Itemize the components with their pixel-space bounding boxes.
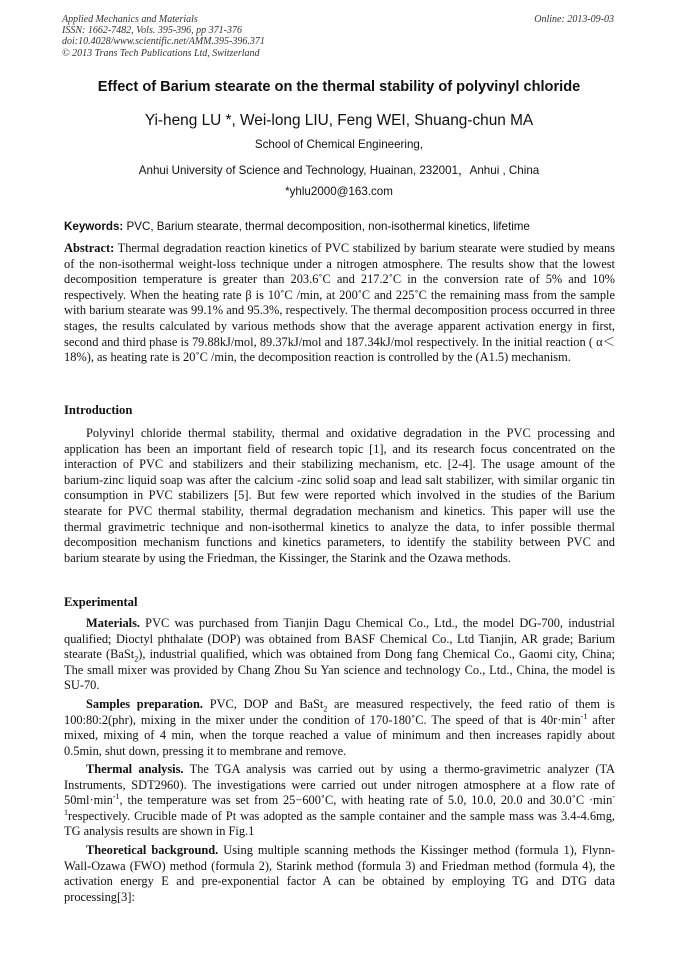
keywords-text: PVC, Barium stearate, thermal decomposition, non-isothermal kinetics, lifetime xyxy=(123,220,530,233)
theoretical-background-label: Theoretical background. xyxy=(86,843,219,857)
author-email: *yhlu2000@163.com xyxy=(285,185,393,198)
journal-header xyxy=(62,14,614,59)
thermal-analysis-text-c: respectively. Crucible made of Pt was adopted as the sample container and the sample mass was 3.4-4.6mg, TG analysis results are shown in Fig.1 xyxy=(64,808,615,839)
keywords-label: Keywords: xyxy=(64,220,124,233)
introduction-heading: Introduction xyxy=(64,403,133,417)
materials-subscript: 2 xyxy=(134,654,139,664)
paper-title: Effect of Barium stearate on the thermal stability of polyvinyl chloride xyxy=(97,79,581,95)
theoretical-background-text: Using multiple scanning methods the Kissinger method (formula 1), Flynn-Wall-Ozawa (FWO) method (formula 2), Starink method (formula 3) and Friedman method (formula 4), the activation energy E and pre-exponential factor A can be obtained by employing TG and DTG data processing[3]: xyxy=(64,843,615,904)
materials-paragraph xyxy=(64,616,615,694)
thermal-analysis-superscript-2: -1 xyxy=(64,792,615,817)
introduction-body xyxy=(64,426,615,566)
materials-text-b: ), industrial qualified, which was obtained from Dong fang Chemical Co., Gaomi city, China; The small mixer was provided by Chang Zhou Su Yan science and technology Co., Ltd., China, the model is SU-70. xyxy=(64,647,616,693)
preparation-paragraph xyxy=(64,697,615,759)
affiliation-university: Anhui University of Science and Technology, Huainan, 232001，Anhui , China xyxy=(138,164,540,177)
preparation-subscript: 2 xyxy=(323,704,328,714)
preparation-label: Samples preparation. xyxy=(86,697,203,711)
journal-copyright: © 2013 Trans Tech Publications Ltd, Switzerland xyxy=(62,47,260,59)
theoretical-background-paragraph xyxy=(64,843,615,905)
abstract-text: Thermal degradation reaction kinetics of PVC stabilized by barium stearate were studied by means of the non-isothermal weight-loss technique under a nitrogen atmosphere. The results show that the lowest decomposition temperature is greater than 203.6˚C and 217.2˚C in the conversion rate of 5% and 10% respectively. When the heating rate β is 10˚C /min, at 200˚C and 225˚C the remaining mass from the sample with barium stearate was 99.1% and 95.3%, respectively. The thermal decomposition process occurred in three stages, the results calculated by various methods show that the average apparent activation energy in first, second and third phase is 79.88kJ/mol, 89.37kJ/mol and 187.34kJ/mol respectively. In the initial reaction ( α＜18%), as heating rate is 20˚C /min, the decomposition reaction is controlled by the (A1.5) mechanism. xyxy=(64,241,615,365)
abstract-label: Abstract: xyxy=(64,241,115,255)
thermal-analysis-paragraph xyxy=(64,762,615,840)
preparation-text-a: PVC, DOP and BaSt xyxy=(202,697,324,711)
abstract xyxy=(64,241,615,366)
introduction-text: Polyvinyl chloride thermal stability, thermal and oxidative degradation in the PVC processing and application has been an important field of research topic [1], and its research focus concentrated on the interaction of PVC and stabilizers and their stabilizing mechanism, etc. [2-4]. The usage amount of the barium-zinc liquid soap was after the calcium -zinc solid soap and lead salt stabilizer, with similar organic tin consumption in PVC stabilizers [5]. But few were reported which involved in the studies of the Barium stearate for PVC thermal stability, thermal degradation mechanism and kinetics. This paper will use the thermal gravimetric technique and non-isothermal kinetics to analyze the data, to infer possible thermal decomposition mechanism functions and kinetics parameters, to identify the stability between PVC and barium stearate by using the Friedman, the Kissinger, the Starink and the Ozawa methods. xyxy=(64,426,615,565)
affiliation-school: School of Chemical Engineering, xyxy=(254,138,424,151)
preparation-superscript: -1 xyxy=(580,711,588,721)
journal-name: Applied Mechanics and Materials xyxy=(62,14,198,25)
materials-text-a: PVC was purchased from Tianjin Dagu Chemical Co., Ltd., the model DG-700, industrial qualified; Dioctyl phthalate (DOP) was obtained from BASF Chemical Co., Ltd Tianjin, AR grade; Barium stearate (BaSt xyxy=(64,616,615,662)
thermal-analysis-label: Thermal analysis. xyxy=(86,762,184,776)
keywords xyxy=(64,220,616,233)
author-list: Yi-heng LU *, Wei-long LIU, Feng WEI, Shuang-chun MA xyxy=(144,112,534,129)
thermal-analysis-text-b: , the temperature was set from 25−600˚C, with heating rate of 5.0, 10.0, 20.0 and 30.0˚C ·min xyxy=(119,793,613,808)
thermal-analysis-superscript-1: -1 xyxy=(112,792,120,802)
thermal-analysis-text-a: The TGA analysis was carried out by using a thermo-gravimetric analyzer (TA Instruments, SDT2960). The investigations were carried out under nitrogen atmosphere at a flow rate of 50ml·min xyxy=(64,762,615,808)
experimental-heading: Experimental xyxy=(64,595,138,609)
journal-issn: ISSN: 1662-7482, Vols. 395-396, pp 371-376 xyxy=(62,25,242,37)
journal-doi: doi:10.4028/www.scientific.net/AMM.395-396.371 xyxy=(62,36,265,48)
preparation-text-c: after mixed, mixing of 4 min, when the torque reached a value of minimum and then increases rapidly about 0.5min, shut down, pressing it to membrane and remove. xyxy=(64,712,615,758)
preparation-text-b: are measured respectively, the feed ratio of them is 100:80:2(phr), mixing in the mixer under the condition of 170-180˚C. The speed of that is 40r·min xyxy=(64,697,615,727)
materials-label: Materials. xyxy=(86,616,141,630)
online-date: Online: 2013-09-03 xyxy=(534,14,614,25)
